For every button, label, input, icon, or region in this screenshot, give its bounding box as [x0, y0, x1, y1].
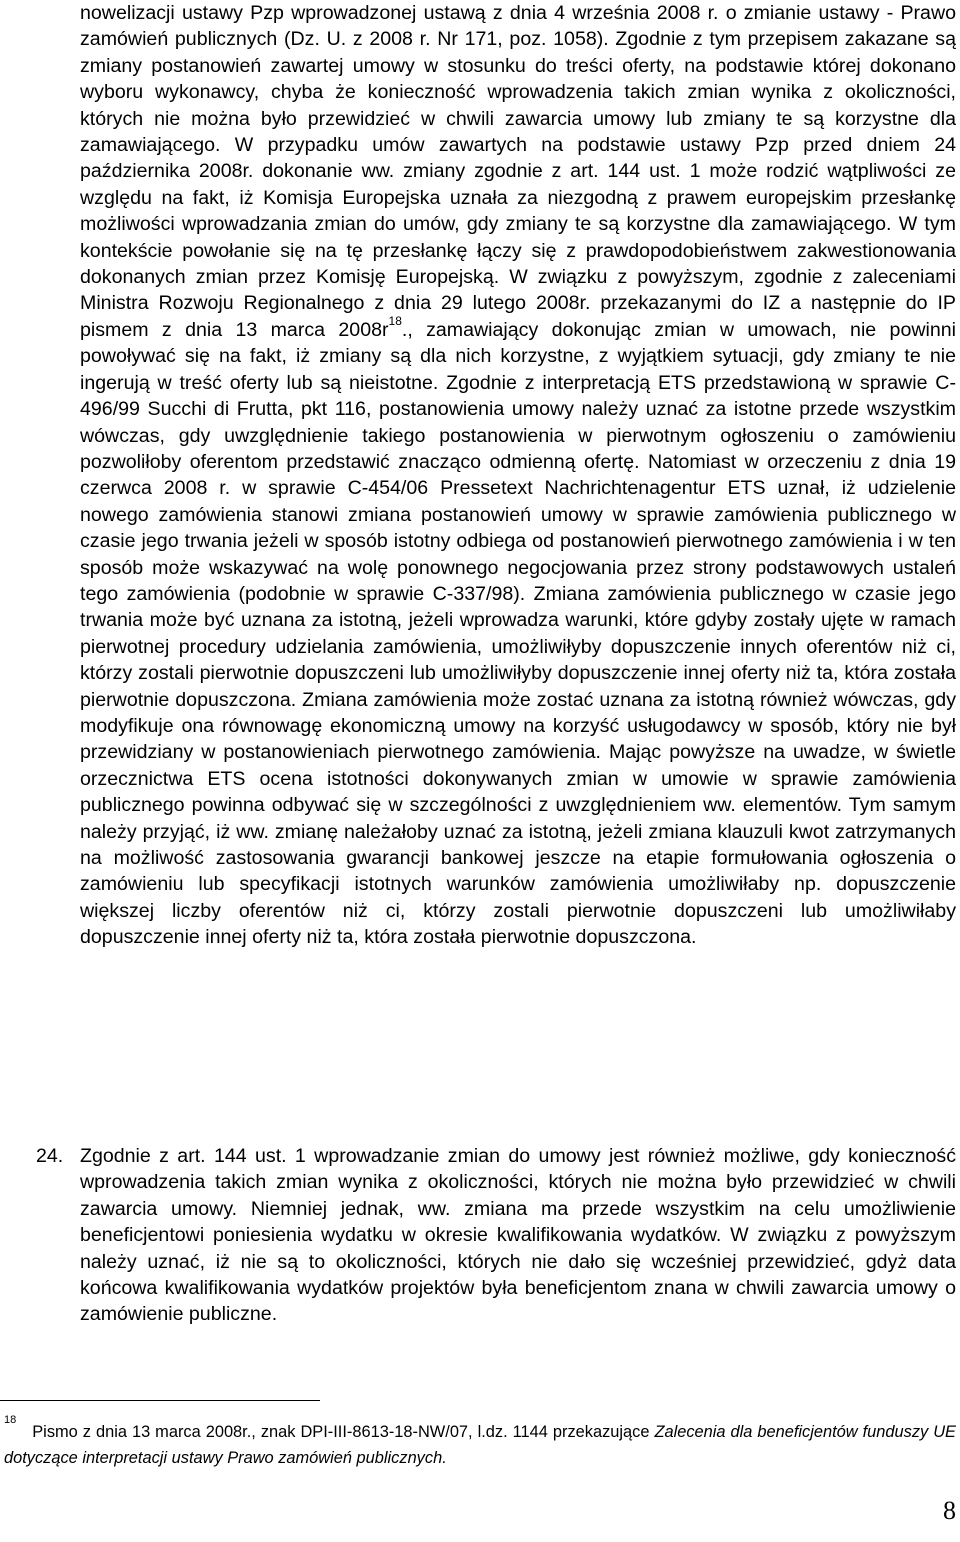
footnote-mark: 18 [4, 1414, 17, 1426]
list-item-text: Zgodnie z art. 144 ust. 1 wprowadzanie zmian do umowy jest również możliwe, gdy konieczność wprowadzenia takich zmian wynika z okoliczności, których nie można było przewidzieć w chwili zawarcia umowy. Niemniej jednak, ww. zmiana ma przede wszystkim na celu umożliwienie beneficjentowi poniesienia wydatku w okresie kwalifikowania wydatków. W związku z powyższym należy uznać, iż nie są to okoliczności, których nie dało się wcześniej przewidzieć, gdyż data końcowa kwalifikowania wydatków projektów była beneficjentom znana w chwili zawarcia umowy o zamówienie publiczne. [80, 1145, 956, 1326]
list-item-number: 24. [36, 1145, 64, 1167]
main-paragraph-part2: ., zamawiający dokonując zmian w umowach, nie powinni powoływać się na fakt, iż zmiany są dla nich korzystne, z wyjątkiem sytuacji, gdy zmiany te nie ingerują w treść oferty lub są nieistotne. Zgodnie z interpretacją ETS przedstawioną w sprawie C-496/99 Succhi di Frutta, pkt 116, postanowienia umowy należy uznać za istotne przede wszystkim wówczas, gdy uwzględnienie takiego postanowienia w pierwotnym ogłoszeniu o zamówieniu pozwoliłoby oferentom przedstawić znacząco odmienną ofertę. Natomiast w orzeczeniu z dnia 19 czerwca 2008 r. w sprawie C-454/06 Pressetext Nachrichtenagentur ETS uznał, iż udzielenie nowego zamówienia stanowi zmiana postanowień umowy w sprawie zamówienia publicznego w czasie jego trwania jeżeli w sposób istotny odbiega od postanowień pierwotnego zamówienia i w ten sposób może wskazywać na wolę ponownego negocjowania przez strony podstawowych ustaleń tego zamówienia (podobnie w sprawie C-337/98). Zmiana zamówienia publicznego w czasie jego trwania może być uznana za istotną, jeżeli wprowadza warunki, które gdyby zostały ujęte w ramach pierwotnej procedury udzielania zamówienia, umożliwiłyby dopuszczenie innych oferentów niż ci, którzy zostali pierwotnie dopuszczeni lub umożliwiłyby dopuszczenie innej oferty niż ta, która została pierwotnie dopuszczona. Zmiana zamówienia może zostać uznana za istotną również wówczas, gdy modyfikuje ona równowagę ekonomiczną umowy na korzyść usługodawcy w sposób, który nie był przewidziany w postanowieniach pierwotnego zamówienia. Mając powyższe na uwadze, w świetle orzecznictwa ETS ocena istotności dokonywanych zmian w umowie w sprawie zamówienia publicznego powinna odbywać się w szczególności z uwzględnieniem ww. elementów. Tym samym należy przyjąć, iż ww. zmianę należałoby uznać za istotną, jeżeli zmiana klauzuli kwot zatrzymanych na możliwość zastosowania gwarancji bankowej jeszcze na etapie formułowania ogłoszenia o zamówieniu lub specyfikacji istotnych warunków zamówienia umożliwiłaby np. dopuszczenie większej liczby oferentów niż ci, którzy zostali pierwotnie dopuszczeni lub umożliwiłaby dopuszczenie innej oferty niż ta, która została pierwotnie dopuszczona. [80, 318, 956, 949]
main-paragraph-part1: nowelizacji ustawy Pzp wprowadzonej ustawą z dnia 4 września 2008 r. o zmianie ustawy - Prawo zamówień publicznych (Dz. U. z 2008 r. Nr 171, poz. 1058). Zgodnie z tym przepisem zakazane są zmiany postanowień zawartej umowy w stosunku do treści oferty, na podstawie której dokonano wyboru wykonawcy, chyba że konieczność wprowadzenia takich zmian wynika z okoliczności, których nie można było przewidzieć w chwili zawarcia umowy lub zmiany te są korzystne dla zamawiającego. W przypadku umów zawartych na podstawie ustawy Pzp przed dniem 24 października 2008r. dokonanie ww. zmiany zgodnie z art. 144 ust. 1 może rodzić wątpliwości ze względu na fakt, iż Komisja Europejska uznała za niezgodną z prawem europejskim przesłankę możliwości wprowadzania zmian do umów, gdy zmiany te są korzystne dla zamawiającego. W tym kontekście powołanie się na tę przesłankę łączy się z prawdopodobieństwem zakwestionowania dokonanych zmian przez Komisję Europejską. W związku z powyższym, zgodnie z zaleceniami Ministra Rozwoju Regionalnego z dnia 29 lutego 2008r. przekazanymi do IZ a następnie do IP pismem z dnia 13 marca 2008r [80, 2, 956, 341]
footnote-separator [0, 1400, 320, 1401]
page-number: 8 [943, 1496, 956, 1525]
footnote-reference: 18 [388, 313, 402, 328]
footnote [4, 1414, 956, 1471]
main-paragraph [80, 0, 956, 951]
footnote-text: Pismo z dnia 13 marca 2008r., znak DPI-III-8613-18-NW/07, l.dz. 1144 przekazujące [32, 1423, 655, 1441]
footnote-italic-title: Zalecenia dla beneficjentów funduszy UE dotyczące interpretacji ustawy Prawo zamówień publicznych. [4, 1423, 956, 1467]
